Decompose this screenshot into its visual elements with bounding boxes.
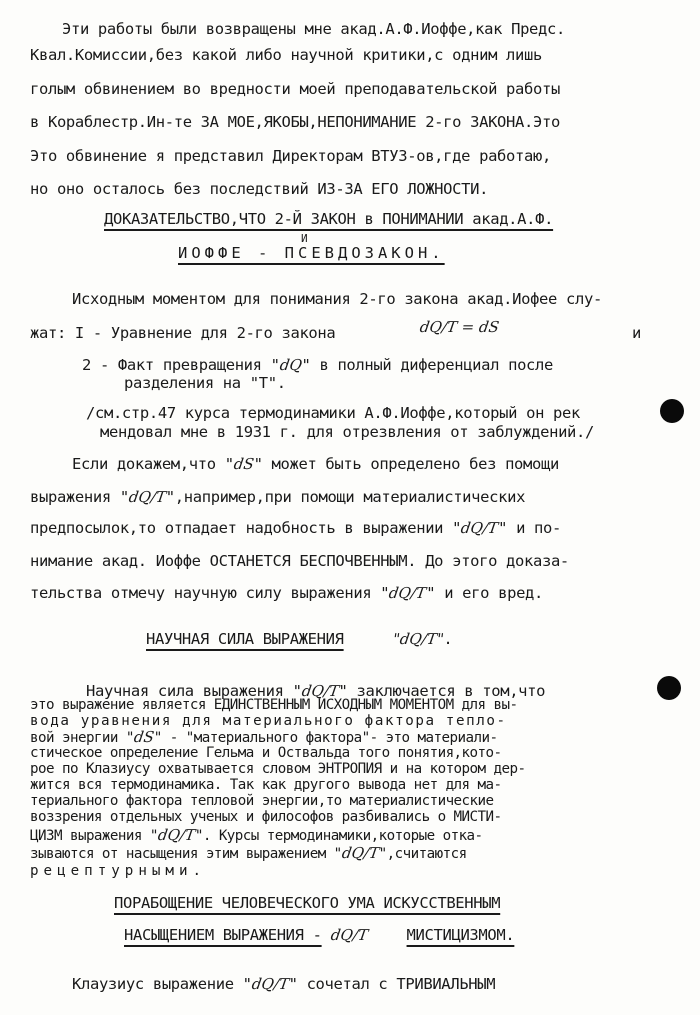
para3-line-2: это выражение является ЕДИНСТВЕННЫМ ИСХОДНЫМ МОМЕНТОМ для вы- [30, 697, 518, 713]
para1-line-2-text: жат: I - Уравнение для 2-го закона [30, 324, 336, 342]
text-line-6: но оно осталось без последствий ИЗ-ЗА ЕГО ЛОЖНОСТИ. [30, 180, 489, 198]
para3-line-10 [30, 828, 483, 844]
para3-line-10-b: ". Курсы термодинамики,которые отка- [194, 828, 483, 844]
para1-line-2-end: и [632, 324, 641, 342]
handwritten-formula: dQ/T [156, 826, 197, 844]
para4-line-1-a: Клаузиус выражение " [72, 975, 252, 993]
text-line-4: в Кораблестр.Ин-те ЗА МОЕ,ЯКОБЫ,НЕПОНИМАНИЕ 2-го ЗАКОНА.Это [30, 113, 560, 131]
handwritten-formula: dQ/T [250, 975, 290, 993]
heading-enslavement-line-2 [124, 926, 514, 944]
para3-line-12: рецептурными. [30, 863, 207, 879]
para1-line-4: разделения на "Т". [124, 374, 286, 392]
para2-line-5-a: тельства отмечу научную силу выражения " [30, 584, 390, 602]
handwritten-formula: dS [132, 728, 156, 746]
para3-line-10-a: ЦИЗМ выражения " [30, 828, 158, 844]
para1-line-3-b: " в полный диференциал после [301, 356, 554, 374]
heading-proof-line-2: ИОФФЕ - ПСЕВДОЗАКОН. [178, 244, 445, 262]
para3-line-8: териального фактора тепловой энергии,то материалистические [30, 793, 494, 809]
para3-line-11 [30, 846, 467, 862]
para3-line-9: воззрения отдельных ученых и философов разбивались о МИСТИ- [30, 809, 502, 825]
text-line-2: Квал.Комиссии,без какой либо научной критики,с одним лишь [30, 46, 542, 64]
handwritten-formula: dQ/T [127, 488, 168, 506]
heading-scientific-force-text: НАУЧНАЯ СИЛА ВЫРАЖЕНИЯ [146, 630, 344, 648]
handwritten-formula: dQ/T [329, 926, 369, 944]
text-line-5: Это обвинение я представил Директорам ВТУЗ-ов,где работаю, [30, 147, 551, 165]
para3-line-4-b: " - "материального фактора"- это материали- [153, 730, 498, 746]
handwritten-formula: dQ/T [340, 844, 380, 862]
heading-handwritten-mark: И [301, 232, 308, 245]
para3-line-4 [30, 730, 497, 746]
binder-hole [660, 399, 684, 423]
para2-line-3-b: " и по- [498, 519, 561, 537]
para2-line-3 [30, 519, 561, 537]
para3-line-11-b: ",считаются [378, 846, 467, 862]
text-line-3: голым обвинением во вредности моей преподавательской работы [30, 80, 560, 98]
para3-line-3: вода уравнения для материального фактора тепло- [30, 713, 507, 729]
para2-line-1-b: " может быть определено без помощи [253, 455, 559, 473]
para2-line-5 [30, 584, 543, 602]
heading-enslavement-line-1: ПОРАБОЩЕНИЕ ЧЕЛОВЕЧЕСКОГО УМА ИСКУССТВЕННЫМ [114, 894, 501, 912]
binder-hole [657, 676, 681, 700]
para3-line-5: стическое определение Гельма и Оствальда того понятия,кото- [30, 745, 502, 761]
handwritten-formula: dQ/T [388, 584, 428, 602]
para2-line-2-a: выражения " [30, 488, 129, 506]
handwritten-formula: "dQ/T" [391, 630, 445, 648]
handwritten-formula: dQ/T = dS [418, 318, 501, 336]
handwritten-formula: dQ [278, 356, 303, 374]
para1-line-1: Исходным моментом для понимания 2-го закона акад.Иофее слу- [72, 290, 602, 308]
para1-line-3 [82, 356, 553, 374]
para2-line-2-b: ",например,при помощи материалистических [165, 488, 526, 506]
para2-line-5-b: " и его вред. [426, 584, 544, 602]
entropy-equation-handwritten [420, 318, 499, 336]
reference-line-2: мендовал мне в 1931 г. для отрезвления от заблуждений./ [100, 423, 594, 441]
handwritten-formula: dQ/T [300, 682, 340, 700]
para1-line-2 [30, 324, 335, 342]
para3-line-1-a: Научная сила выражения " [86, 682, 302, 700]
heading-enslavement-line-2-a: НАСЫЩЕНИЕМ ВЫРАЖЕНИЯ - [124, 926, 322, 944]
para3-line-6: рое по Клазиусу охватывается словом ЭНТРОПИЯ и на котором дер- [30, 761, 526, 777]
para2-line-4: нимание акад. Иоффе ОСТАНЕТСЯ БЕСПОЧВЕННЫМ. До этого доказа- [30, 552, 569, 570]
para4-line-1-b: " сочетал с ТРИВИАЛЬНЫМ [288, 975, 496, 993]
para4-line-1 [72, 975, 495, 993]
para2-line-2 [30, 488, 525, 506]
para3-line-1-b: " заключается в том,что [338, 682, 546, 700]
para3-line-11-a: зываются от насыщения этим выражением " [30, 846, 342, 862]
para3-line-4-a: вой энергии " [30, 730, 134, 746]
para1-line-3-a: 2 - Факт превращения " [82, 356, 280, 374]
para3-line-7: жится вся термодинамика. Так как другого вывода нет для ма- [30, 777, 502, 793]
para2-line-1-a: Если докажем,что " [72, 455, 234, 473]
para2-line-3-a: предпосылок,то отпадает надобность в выражении " [30, 519, 462, 537]
handwritten-formula: dQ/T [459, 519, 500, 537]
heading-proof-line-1: ДОКАЗАТЕЛЬСТВО,ЧТО 2-Й ЗАКОН в ПОНИМАНИИ акад.А.Ф. [104, 210, 554, 228]
heading-scientific-force [146, 630, 452, 648]
text-line-1: Эти работы были возвращены мне акад.А.Ф.Иоффе,как Предс. [62, 20, 565, 38]
heading-scientific-force-end: . [443, 630, 453, 648]
heading-enslavement-line-2-b: МИСТИЦИЗМОМ. [406, 926, 515, 944]
reference-line-1: /см.стр.47 курса термодинамики А.Ф.Иоффе,который он рек [86, 404, 580, 422]
para2-line-1 [72, 455, 559, 473]
handwritten-formula: dS [232, 455, 255, 473]
